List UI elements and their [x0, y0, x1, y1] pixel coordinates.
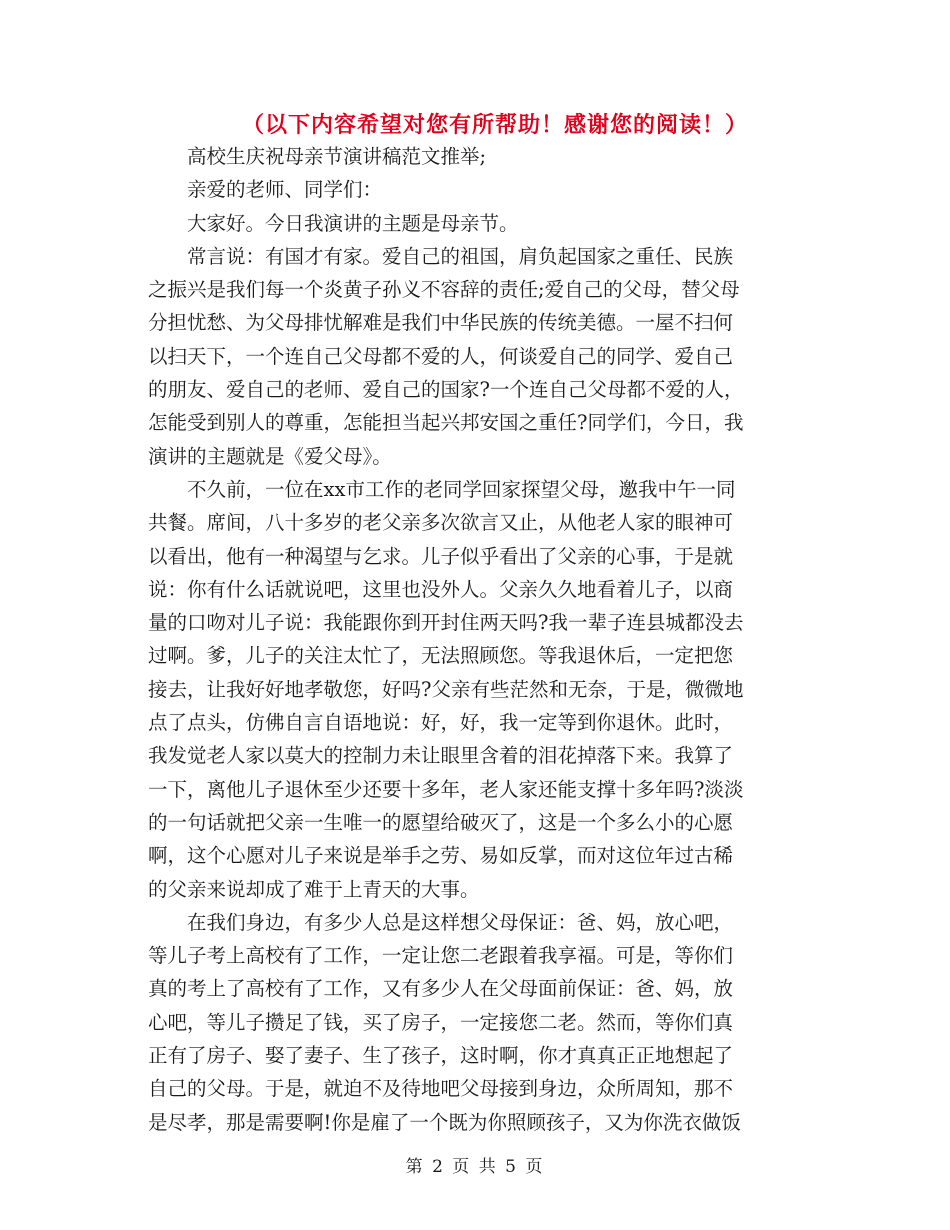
text-line: 是尽孝，那是需要啊!你是雇了一个既为你照顾孩子，又为你洗衣做饭	[148, 1110, 741, 1134]
page-footer: 第 2 页 共 5 页	[405, 1157, 545, 1177]
text-line: 不久前，一位在xx市工作的老同学回家探望父母，邀我中午一同	[187, 477, 736, 501]
text-line: 接去，让我好好地孝敬您，好吗?父亲有些茫然和无奈，于是，微微地	[148, 677, 744, 701]
text-line: 共餐。席间，八十多岁的老父亲多次欲言又止，从他老人家的眼神可	[148, 511, 734, 535]
text-line: 以看出，他有一种渴望与乞求。儿子似乎看出了父亲的心事，于是就	[148, 544, 734, 568]
text-line: 的一句话就把父亲一生唯一的愿望给破灭了，这是一个多么小的心愿	[148, 810, 734, 834]
text-line: 我发觉老人家以莫大的控制力未让眼里含着的泪花掉落下来。我算了	[148, 744, 734, 768]
text-line: 量的口吻对儿子说：我能跟你到开封住两天吗?我一辈子连县城都没去	[148, 611, 744, 635]
text-line: 真的考上了高校有了工作，又有多少人在父母面前保证：爸、妈，放	[148, 977, 734, 1001]
text-line: 演讲的主题就是《爱父母》。	[148, 444, 392, 468]
text-line: 一下，离他儿子退休至少还要十多年，老人家还能支撑十多年吗?淡淡	[148, 777, 744, 801]
text-line: 心吧，等儿子攒足了钱，买了房子，一定接您二老。然而，等你们真	[148, 1010, 734, 1034]
text-line: 在我们身边，有多少人总是这样想父母保证：爸、妈，放心吧，	[187, 910, 734, 934]
text-line: 自己的父母。于是，就迫不及待地吧父母接到身边，众所周知，那不	[148, 1077, 734, 1101]
text-line: 怎能受到别人的尊重，怎能担当起兴邦安国之重任?同学们，今日，我	[148, 411, 744, 435]
text-line: 等儿子考上高校有了工作，一定让您二老跟着我享福。可是，等你们	[148, 944, 734, 968]
text-line: 的父亲来说却成了难于上青天的大事。	[148, 877, 480, 901]
text-line: 过啊。爹，儿子的关注太忙了，无法照顾您。等我退休后，一定把您	[148, 644, 734, 668]
text-line: 常言说：有国才有家。爱自己的祖国，肩负起国家之重任、民族	[187, 244, 734, 268]
text-line: 正有了房子、娶了妻子、生了孩子，这时啊，你才真真正正地想起了	[148, 1044, 734, 1068]
text-line: 的朋友、爱自己的老师、爱自己的国家?一个连自己父母都不爱的人，	[148, 378, 744, 402]
header-note: （以下内容希望对您有所帮助！感谢您的阅读！）	[241, 113, 748, 138]
body-text	[148, 140, 810, 1139]
text-line: 之振兴是我们每一个炎黄子孙义不容辞的责任;爱自己的父母，替父母	[148, 278, 740, 302]
text-line: 啊，这个心愿对儿子来说是举手之劳、易如反掌，而对这位年过古稀	[148, 844, 734, 868]
text-line: 分担忧愁、为父母排忧解难是我们中华民族的传统美德。一屋不扫何	[148, 311, 734, 335]
text-line: 高校生庆祝母亲节演讲稿范文推举;	[187, 145, 487, 168]
text-line: 以扫天下，一个连自己父母都不爱的人，何谈爱自己的同学、爱自己	[148, 344, 734, 368]
text-line: 亲爱的老师、同学们：	[187, 178, 383, 202]
text-line: 大家好。今日我演讲的主题是母亲节。	[187, 211, 519, 235]
text-line: 说：你有什么话就说吧，这里也没外人。父亲久久地看着儿子，以商	[148, 577, 734, 601]
text-line: 点了点头，仿佛自言自语地说：好，好，我一定等到你退休。此时，	[148, 711, 734, 735]
